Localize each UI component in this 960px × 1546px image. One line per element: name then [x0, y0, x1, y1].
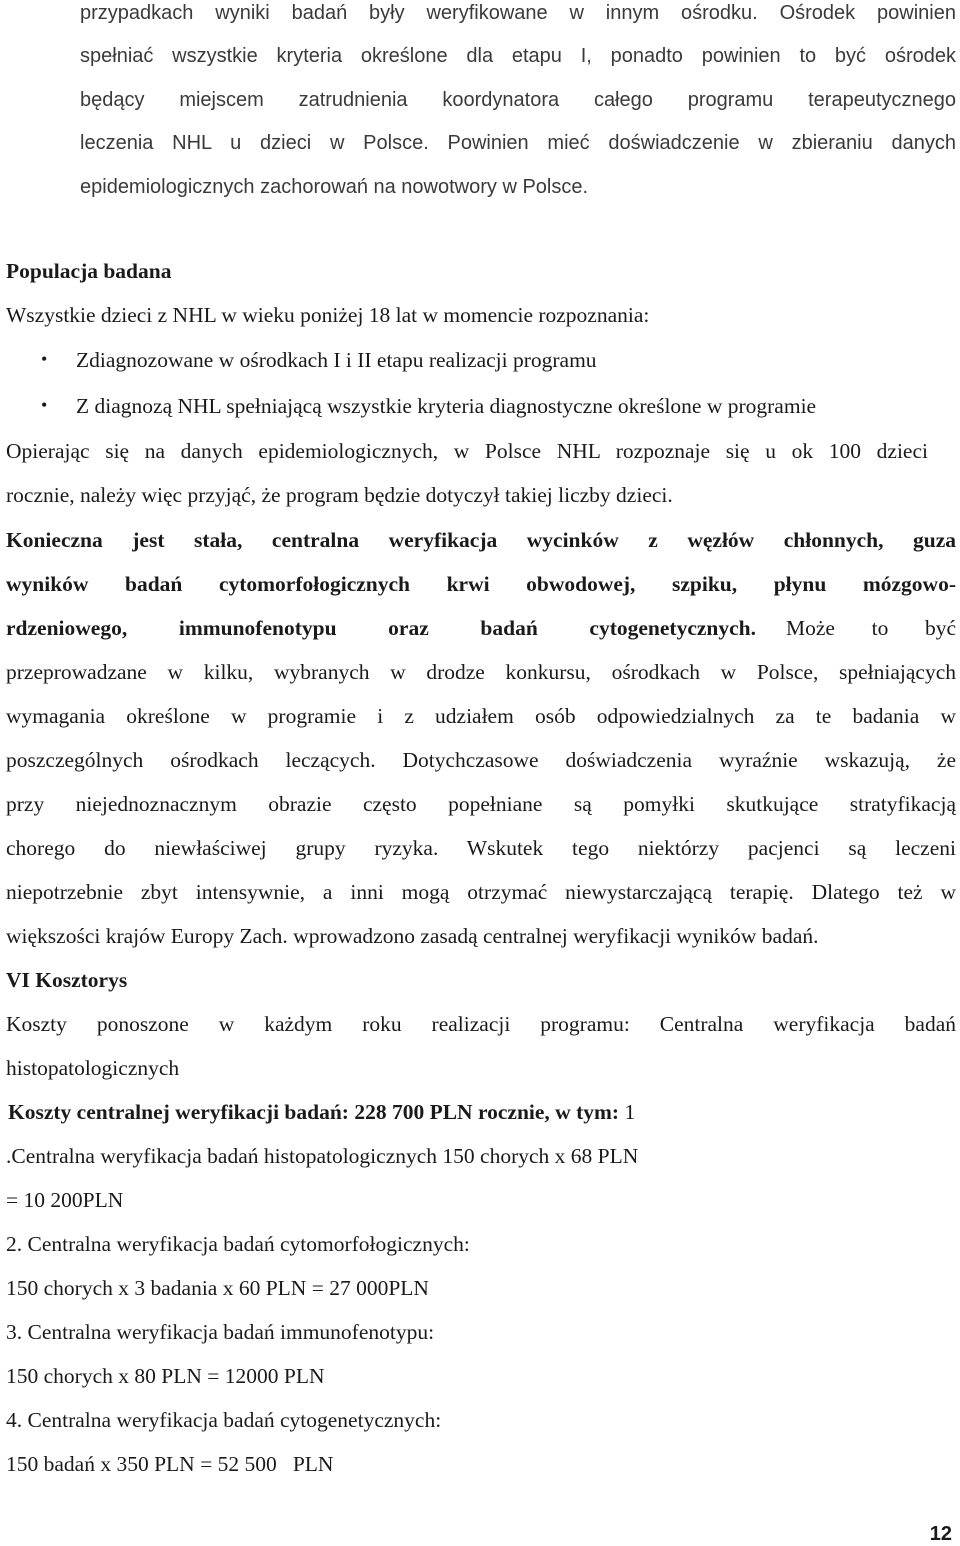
bold-paragraph-line: Konieczna jest stała, centralna weryfikacja wycinków z węzłów chłonnych, guza: [6, 528, 956, 552]
section-heading: VI Kosztorys: [6, 968, 128, 992]
cost-item-line: 150 chorych x 3 badania x 60 PLN = 27 000PLN: [6, 1276, 429, 1300]
paragraph-line: przeprowadzane w kilku, wybranych w drodze konkursu, ośrodkach w Polsce, spełniających: [6, 660, 956, 684]
cost-total-tail: 1: [619, 1100, 636, 1124]
paragraph-line: Koszty ponoszone w każdym roku realizacji programu: Centralna weryfikacja badań: [6, 1012, 956, 1036]
bold-paragraph-line: wyników badań cytomorfołogicznych krwi obwodowej, szpiku, płynu mózgowo-: [6, 572, 956, 596]
paragraph-line: wymagania określone w programie i z udziałem osób odpowiedzialnych za te badania w: [6, 704, 956, 728]
paragraph-line: histopatologicznych: [6, 1056, 180, 1080]
section-heading: Populacja badana: [6, 259, 172, 283]
paragraph-line: będący miejscem zatrudnienia koordynatora całego programu terapeutycznego: [80, 89, 956, 111]
paragraph-line: Opierając się na danych epidemiologicznych, w Polsce NHL rozpoznaje się u ok 100 dzieci: [6, 439, 928, 463]
paragraph-line: przy niejednoznacznym obrazie często popełniane są pomyłki skutkujące stratyfikacją: [6, 792, 956, 816]
paragraph-line: Wszystkie dzieci z NHL w wieku poniżej 18 lat w momencie rozpoznania:: [6, 303, 650, 327]
cost-item-line: = 10 200PLN: [6, 1188, 124, 1212]
paragraph-line: poszczególnych ośrodkach leczących. Dotychczasowe doświadczenia wyraźnie wskazują, że: [6, 748, 956, 772]
cost-item-line: 2. Centralna weryfikacja badań cytomorfołogicznych:: [6, 1232, 470, 1256]
paragraph-line: niepotrzebnie zbyt intensywnie, a inni mogą otrzymać niewystarczającą terapię. Dlatego też w: [6, 880, 956, 904]
cost-total-line: [8, 1099, 635, 1125]
paragraph-line: spełniać wszystkie kryteria określone dla etapu I, ponadto powinien to być ośrodek: [80, 45, 956, 67]
bullet-marker: •: [41, 349, 48, 369]
bullet-marker: •: [41, 395, 48, 415]
paragraph-line: epidemiologicznych zachorowań na nowotwory w Polsce.: [80, 176, 589, 198]
cost-total-label: Koszty centralnej weryfikacji badań: 228 700 PLN rocznie, w tym:: [8, 1100, 620, 1124]
list-item: Z diagnozą NHL spełniającą wszystkie kryteria diagnostyczne określone w programie: [76, 394, 817, 418]
paragraph-line: Może to być: [786, 616, 956, 640]
cost-item-line: 3. Centralna weryfikacja badań immunofenotypu:: [6, 1320, 435, 1344]
cost-item-line: 4. Centralna weryfikacja badań cytogenetycznych:: [6, 1408, 442, 1432]
bold-paragraph-line: rdzeniowego, immunofenotypu oraz badań cytogenetycznych.: [6, 616, 756, 640]
cost-item-line: 150 chorych x 80 PLN = 12000 PLN: [6, 1364, 325, 1388]
page-number: 12: [929, 1523, 952, 1545]
list-item: Zdiagnozowane w ośrodkach I i II etapu realizacji programu: [76, 348, 597, 372]
cost-item-line: .Centralna weryfikacja badań histopatologicznych 150 chorych x 68 PLN: [6, 1144, 639, 1168]
paragraph-line: chorego do niewłaściwej grupy ryzyka. Wskutek tego niektórzy pacjenci są leczeni: [6, 836, 956, 860]
paragraph-line: leczenia NHL u dzieci w Polsce. Powinien mieć doświadczenie w zbieraniu danych: [80, 132, 956, 154]
paragraph-line: większości krajów Europy Zach. wprowadzono zasadą centralnej weryfikacji wyników badań.: [6, 924, 819, 948]
cost-item-line: 150 badań x 350 PLN = 52 500 PLN: [6, 1452, 334, 1476]
paragraph-line: rocznie, należy więc przyjąć, że program będzie dotyczył takiej liczby dzieci.: [6, 483, 673, 507]
paragraph-line: przypadkach wyniki badań były weryfikowane w innym ośrodku. Ośrodek powinien: [80, 2, 956, 24]
